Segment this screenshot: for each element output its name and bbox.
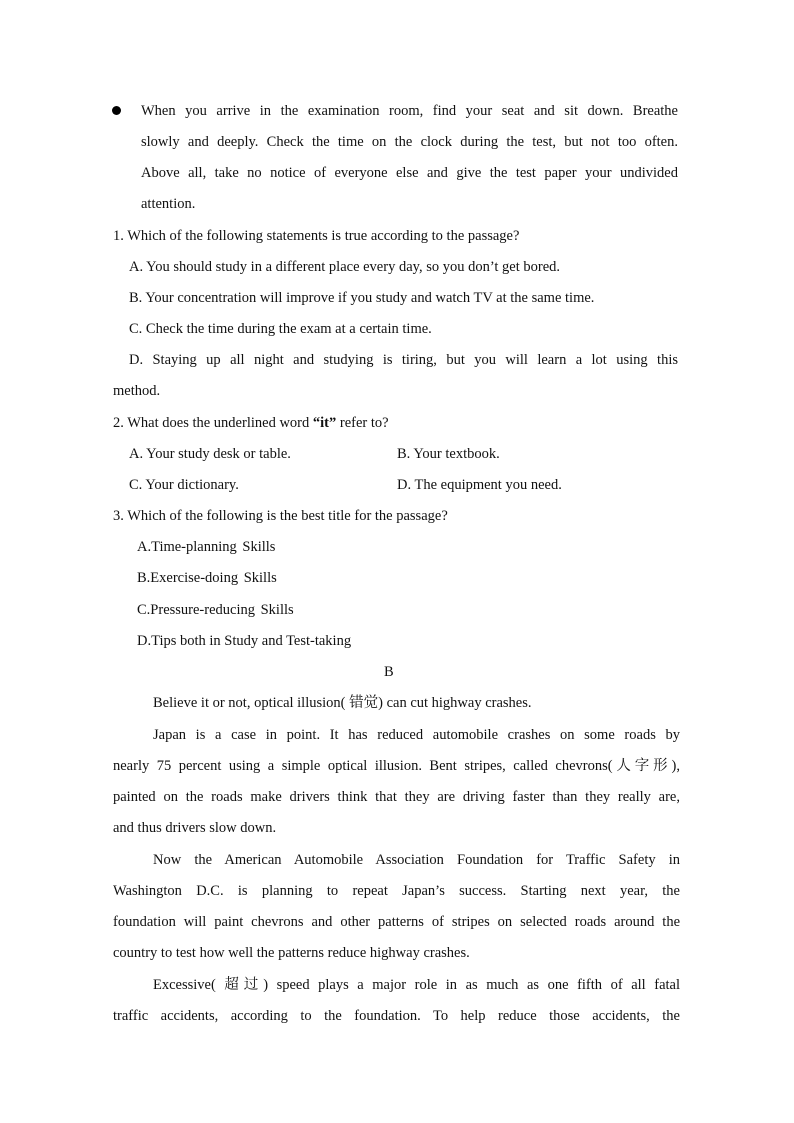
q1-option-d-line1: D. Staying up all night and studying is tiring, but you will learn a lot using this (129, 352, 678, 368)
q1-option-b: B. Your concentration will improve if you study and watch TV at the same time. (129, 290, 595, 306)
q2-option-d: D. The equipment you need. (397, 477, 562, 493)
q2-option-a: A. Your study desk or table. (129, 446, 291, 462)
section-b-p4-line-2: traffic accidents, according to the foundation. To help reduce those accidents, the (113, 1008, 680, 1024)
bullet-line-3: Above all, take no notice of everyone else and give the test paper your undivided (141, 165, 678, 181)
section-b-p3-line-4: country to test how well the patterns reduce highway crashes. (113, 945, 470, 961)
q2-option-c: C. Your dictionary. (129, 477, 239, 493)
bullet-line-2: slowly and deeply. Check the time on the clock during the test, but not too often. (141, 134, 678, 150)
bullet-line-4: attention. (141, 196, 196, 212)
section-b-paragraph-1: Believe it or not, optical illusion( 错觉) can cut highway crashes. (153, 695, 532, 711)
q3-option-d: D.Tips both in Study and Test-taking (137, 633, 352, 649)
q1-option-c: C. Check the time during the exam at a certain time. (129, 321, 432, 337)
q2-stem (113, 413, 389, 433)
section-b-p2-line-1: Japan is a case in point. It has reduced automobile crashes on some roads by (153, 727, 680, 743)
q3-option-b: B.Exercise-doing Skills (137, 570, 277, 586)
q1-stem: 1. Which of the following statements is true according to the passage? (113, 228, 520, 244)
q2-stem-bold: “it” (312, 415, 337, 431)
section-b-p2-line-4: and thus drivers slow down. (113, 820, 277, 836)
section-b-p3-line-3: foundation will paint chevrons and other patterns of stripes on selected roads around the (113, 914, 680, 930)
q1-option-a: A. You should study in a different place every day, so you don’t get bored. (129, 259, 561, 275)
bullet-dot (112, 106, 121, 115)
section-b-p2-line-2: nearly 75 percent using a simple optical illusion. Bent stripes, called chevrons(人字形), (113, 758, 680, 774)
bullet-line-1: When you arrive in the examination room, find your seat and sit down. Breathe (141, 103, 678, 119)
q2-stem-after: refer to? (336, 415, 389, 431)
q3-stem: 3. Which of the following is the best title for the passage? (113, 508, 448, 524)
q2-option-b: B. Your textbook. (397, 446, 500, 462)
section-b-heading: B (384, 664, 394, 680)
q3-option-a: A.Time-planning Skills (137, 539, 276, 555)
section-b-p3-line-1: Now the American Automobile Association Foundation for Traffic Safety in (153, 852, 680, 868)
section-b-p2-line-3: painted on the roads make drivers think that they are driving faster than they really are, (113, 789, 680, 805)
q1-option-d-line2: method. (113, 383, 161, 399)
q3-option-c: C.Pressure-reducing Skills (137, 602, 294, 618)
section-b-p4-line-1: Excessive( 超过) speed plays a major role in as much as one fifth of all fatal (153, 977, 680, 993)
section-b-p3-line-2: Washington D.C. is planning to repeat Japan’s success. Starting next year, the (113, 883, 680, 899)
q2-stem-before: 2. What does the underlined word (113, 415, 313, 431)
